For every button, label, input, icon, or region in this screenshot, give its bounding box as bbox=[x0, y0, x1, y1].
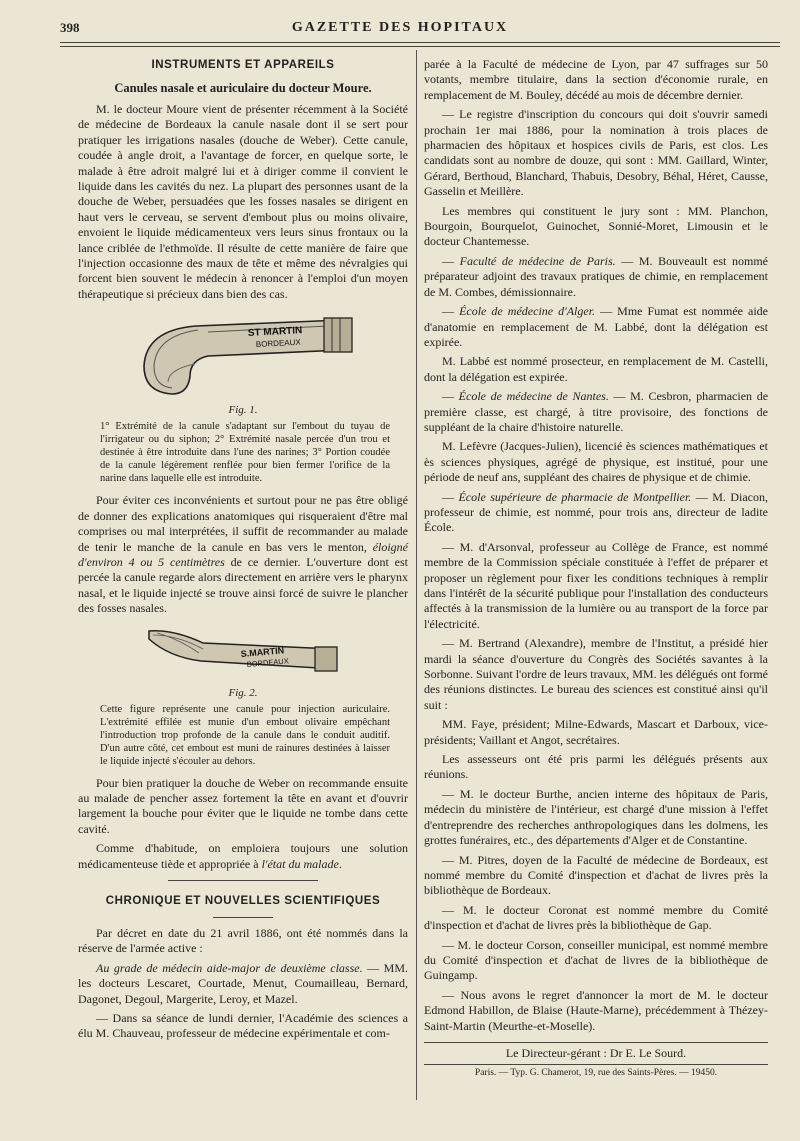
paragraph bbox=[424, 389, 768, 435]
paragraph-text: — Mme Fumat est nommée aide d'anatomie en remplacement de M. Labbé, dont la délégation est expirée. bbox=[424, 304, 769, 349]
paragraph: — Nous avons le regret d'annoncer la mort de M. le docteur Edmond Habillon, de Blaise (Haute-Marne), précédemment à Thézey-Saint-Martin (Meurthe-et-Moselle). bbox=[424, 987, 768, 1033]
paragraph: M. Lefèvre (Jacques-Julien), licencié ès sciences mathématiques et ès sciences physiques, agrégé de physique, est institué, pour une période de neuf ans, suppléant des chaires de physique et de chimie. bbox=[424, 439, 768, 485]
paragraph: — M. le docteur Burthe, ancien interne des hôpitaux de Paris, médecin du ministère de l'intérieur, est chargé d'une mission à l'effet d'entreprendre des recherches anthropologiques dans les dolmens, les grottes funéraires, etc., des départements d'Alger et de Constantine. bbox=[424, 786, 768, 848]
paragraph: — M. Pitres, doyen de la Faculté de médecine de Bordeaux, est nommé membre du Comité d'inspection et d'achat de livres près la bibliothèque de Bordeaux. bbox=[424, 852, 768, 898]
paragraph-text: — M. Cesbron, pharmacien de première classe, est chargé, à titre provisoire, des fonctions de suppléant de la chaire d'histoire naturelle. bbox=[424, 389, 769, 434]
separator-rule bbox=[168, 880, 318, 881]
paragraph: — Dans sa séance de lundi dernier, l'Académie des sciences a élu M. Chauveau, professeur de médecine expérimentale et com- bbox=[78, 1011, 408, 1041]
emphasis-text: École de médecine de Nantes. bbox=[458, 389, 609, 404]
figure-2-engraving-line2: BORDEAUX bbox=[246, 655, 290, 669]
left-column bbox=[78, 57, 408, 1046]
paragraph: — M. le docteur Coronat est nommé membre du Comité d'inspection et d'achat de livres près la bibliothèque de Gap. bbox=[424, 902, 768, 933]
dash-text: — bbox=[442, 489, 459, 504]
right-column bbox=[424, 57, 768, 1078]
dash-text: — bbox=[442, 304, 460, 319]
section-title-instruments: INSTRUMENTS ET APPAREILS bbox=[151, 59, 335, 71]
paragraph-text: — M. Bouveault est nommé préparateur adjoint des travaux pratiques de chimie, en remplacement de M. Combes, démissionnaire. bbox=[424, 253, 768, 299]
emphasis-text: Au grade de médecin aide-major de deuxième classe. bbox=[96, 960, 363, 975]
separator-rule bbox=[213, 917, 273, 918]
paragraph-text: . bbox=[338, 856, 342, 871]
paragraph-text: Comme d'habitude, on emploiera toujours une solution médicamenteuse tiède et appropriée à bbox=[78, 841, 408, 871]
page-number: 398 bbox=[60, 20, 80, 35]
printer-imprint: Paris. — Typ. G. Chamerot, 19, rue des Saints-Pères. — 19450. bbox=[474, 1067, 718, 1078]
paragraph: — M. le docteur Corson, conseiller municipal, est nommé membre du Comité d'inspection et d'achat de livres de la bibliothèque de Guingamp. bbox=[424, 937, 768, 983]
figure-2-engraving-line1: S.MARTIN bbox=[240, 644, 285, 659]
paragraph-text: Pour éviter ces inconvénients et surtout pour ne pas être obligé de donner des explications anatomiques qui risqueraient d'être mal comprises ou mal interprétées, il suffit de recommander au malade de tenir le manche de la canule en bas vers le menton, bbox=[78, 493, 408, 554]
figure-1-engraving-line2: BORDEAUX bbox=[255, 337, 301, 350]
paragraph: Par décret en date du 21 avril 1886, ont été nommés dans la réserve de l'armée active : bbox=[78, 925, 408, 956]
paragraph: Les assesseurs ont été pris parmi les délégués présents aux réunions. bbox=[424, 752, 768, 782]
column-divider bbox=[416, 50, 417, 1100]
emphasis-text: École de médecine d'Alger. bbox=[459, 304, 596, 319]
paragraph: — M. d'Arsonval, professeur au Collège de France, est nommé membre de la Commission spéciale constituée à l'effet de préparer et proposer un règlement pour fixer les conditions techniques à remplir dans l'intérêt de la sécurité publique pour l'installation des conducteurs affectés à la transmission de la lumière ou au transport de la force par l'électricité. bbox=[424, 539, 768, 631]
paragraph: parée à la Faculté de médecine de Lyon, par 47 suffrages sur 50 votants, membre titulaire, dans la section d'économie rurale, en remplacement de M. Bouley, décédé au mois de décembre dernier. bbox=[424, 57, 768, 102]
paragraph bbox=[424, 304, 768, 350]
paragraph-text: — MM. les docteurs Lescaret, Courtade, Menut, Coumailleau, Bernard, Dagonet, Degoul, Margerite, Leroy, et Mazel. bbox=[78, 960, 409, 1006]
paragraph: Les membres qui constituent le jury sont : MM. Planchon, Bourgoin, Bourquelot, Guinochet, Sonnié-Moret, Limousin et le docteur Chantemesse. bbox=[424, 203, 768, 249]
paragraph-text: de ce dernier. L'ouverture dont est percée la canule regarde alors directement en arrière vers le pharynx nasal, et le liquide injecté se trouve ainsi forcé de suivre le plancher des fosses nasales. bbox=[78, 554, 408, 616]
section-title-chronique: CHRONIQUE ET NOUVELLES SCIENTIFIQUES bbox=[105, 894, 381, 907]
emphasis-text: éloigné d'environ 4 ou 5 centimètres bbox=[78, 539, 409, 569]
header-rule bbox=[60, 42, 780, 47]
director-signoff: Le Directeur-gérant : Dr E. Le Sourd. bbox=[424, 1042, 768, 1065]
paragraph: M. le docteur Moure vient de présenter récemment à la Société de médecine de Bordeaux la canule nasale dont il se sert pour pratiquer les irrigations nasales (douche de Weber). Cette canule, coudée à angle droit, a l'avantage de forcer, en quelque sorte, le malade à être adroit malgré lui et à diriger comme il convient le liquide dans les cavités du nez. La plupart des personnes usant de la douche de Weber, persuadées que les fosses nasales se dirigent en haut vers le cerveau, se servent d'embout plus ou moins olivaire, envoient le liquide médicamenteux vers leurs sinus frontaux ou la lance criblée de l'ethmoïde. Il résulte de cette manière de faire que l'injection occasionne des maux de tête et même des névralgies qui forcent bien souvent le médecin à renoncer à l'emploi d'un moyen thérapeutique si précieux dans bien des cas. bbox=[78, 102, 408, 301]
dash-text: — bbox=[442, 253, 460, 268]
figure-2-caption: Fig. 2. bbox=[228, 686, 258, 699]
emphasis-text: Faculté de médecine de Paris. bbox=[459, 253, 616, 268]
figure-1-nasal-cannula bbox=[128, 306, 358, 402]
figure-2-ear-cannula bbox=[143, 621, 343, 685]
paragraph bbox=[78, 841, 408, 872]
dash-text: — bbox=[442, 389, 459, 404]
figure-2-legend: Cette figure représente une canule pour injection auriculaire. L'extrémité effilée est munie d'un embout olivaire empêchant l'introduction trop profonde de la canule dans le conduit auditif. D'un autre côté, cet embout est muni de rainures destinées à laisser le liquide injecté s'écouler au dehors. bbox=[100, 703, 390, 767]
paragraph bbox=[78, 493, 408, 616]
paragraph: Pour bien pratiquer la douche de Weber on recommande ensuite au malade de pencher assez fortement la tête en avant et d'ouvrir largement la bouche pour éviter que le liquide ne tombe dans cette cavité. bbox=[78, 775, 408, 836]
paragraph: — Le registre d'inscription du concours qui doit s'ouvrir samedi prochain 1er mai 1886, pour la nomination à trois places de pharmacien des hôpitaux et hospices civils de Paris, est clos. Les candidats sont au nombre de douze, qui sont : MM. Gaillard, Winter, Gérard, Berthoud, Blanchard, Thabuis, Desobry, Béhal, Héret, Causse, Gasselin et Meillère. bbox=[424, 107, 768, 199]
paragraph bbox=[424, 490, 768, 536]
figure-1-engraving-line1: ST MARTIN bbox=[247, 325, 303, 340]
article-subtitle: Canules nasale et auriculaire du docteur Moure. bbox=[114, 81, 372, 95]
paragraph: — M. Bertrand (Alexandre), membre de l'Institut, a présidé hier mardi la séance d'ouverture du Congrès des Sociétés savantes à la Sorbonne. Suivant l'ordre de leurs travaux, MM. les délégués ont formé des réunions distinctes. Le bureau des sciences est constitué ainsi qu'il suit : bbox=[424, 636, 768, 712]
paragraph: M. Labbé est nommé prosecteur, en remplacement de M. Castelli, dont la délégation est expirée. bbox=[424, 354, 768, 384]
emphasis-text: École supérieure de pharmacie de Montpellier. bbox=[458, 489, 692, 504]
paragraph: MM. Faye, président; Milne-Edwards, Mascart et Darboux, vice-présidents; Vaillant et Angot, secrétaires. bbox=[424, 717, 768, 747]
emphasis-text: l'état du malade bbox=[261, 856, 339, 871]
paragraph-text: — M. Diacon, professeur de chimie, est nommé, pour trois ans, directeur de ladite École. bbox=[424, 489, 768, 535]
figure-1-legend: 1° Extrémité de la canule s'adaptant sur l'embout du tuyau de l'irrigateur ou du siphon; 2° Extrémité nasale percée d'un trou et destinée à être introduite dans l'une des narines; 3° Portion coudée de la canule légèrement renflée pour bien fermer l'orifice de la narine dans laquelle elle est introduite. bbox=[100, 421, 390, 485]
paragraph bbox=[78, 961, 408, 1007]
running-title: GAZETTE DES HOPITAUX bbox=[291, 20, 509, 35]
paragraph bbox=[424, 254, 768, 300]
figure-1-caption: Fig. 1. bbox=[228, 404, 258, 417]
